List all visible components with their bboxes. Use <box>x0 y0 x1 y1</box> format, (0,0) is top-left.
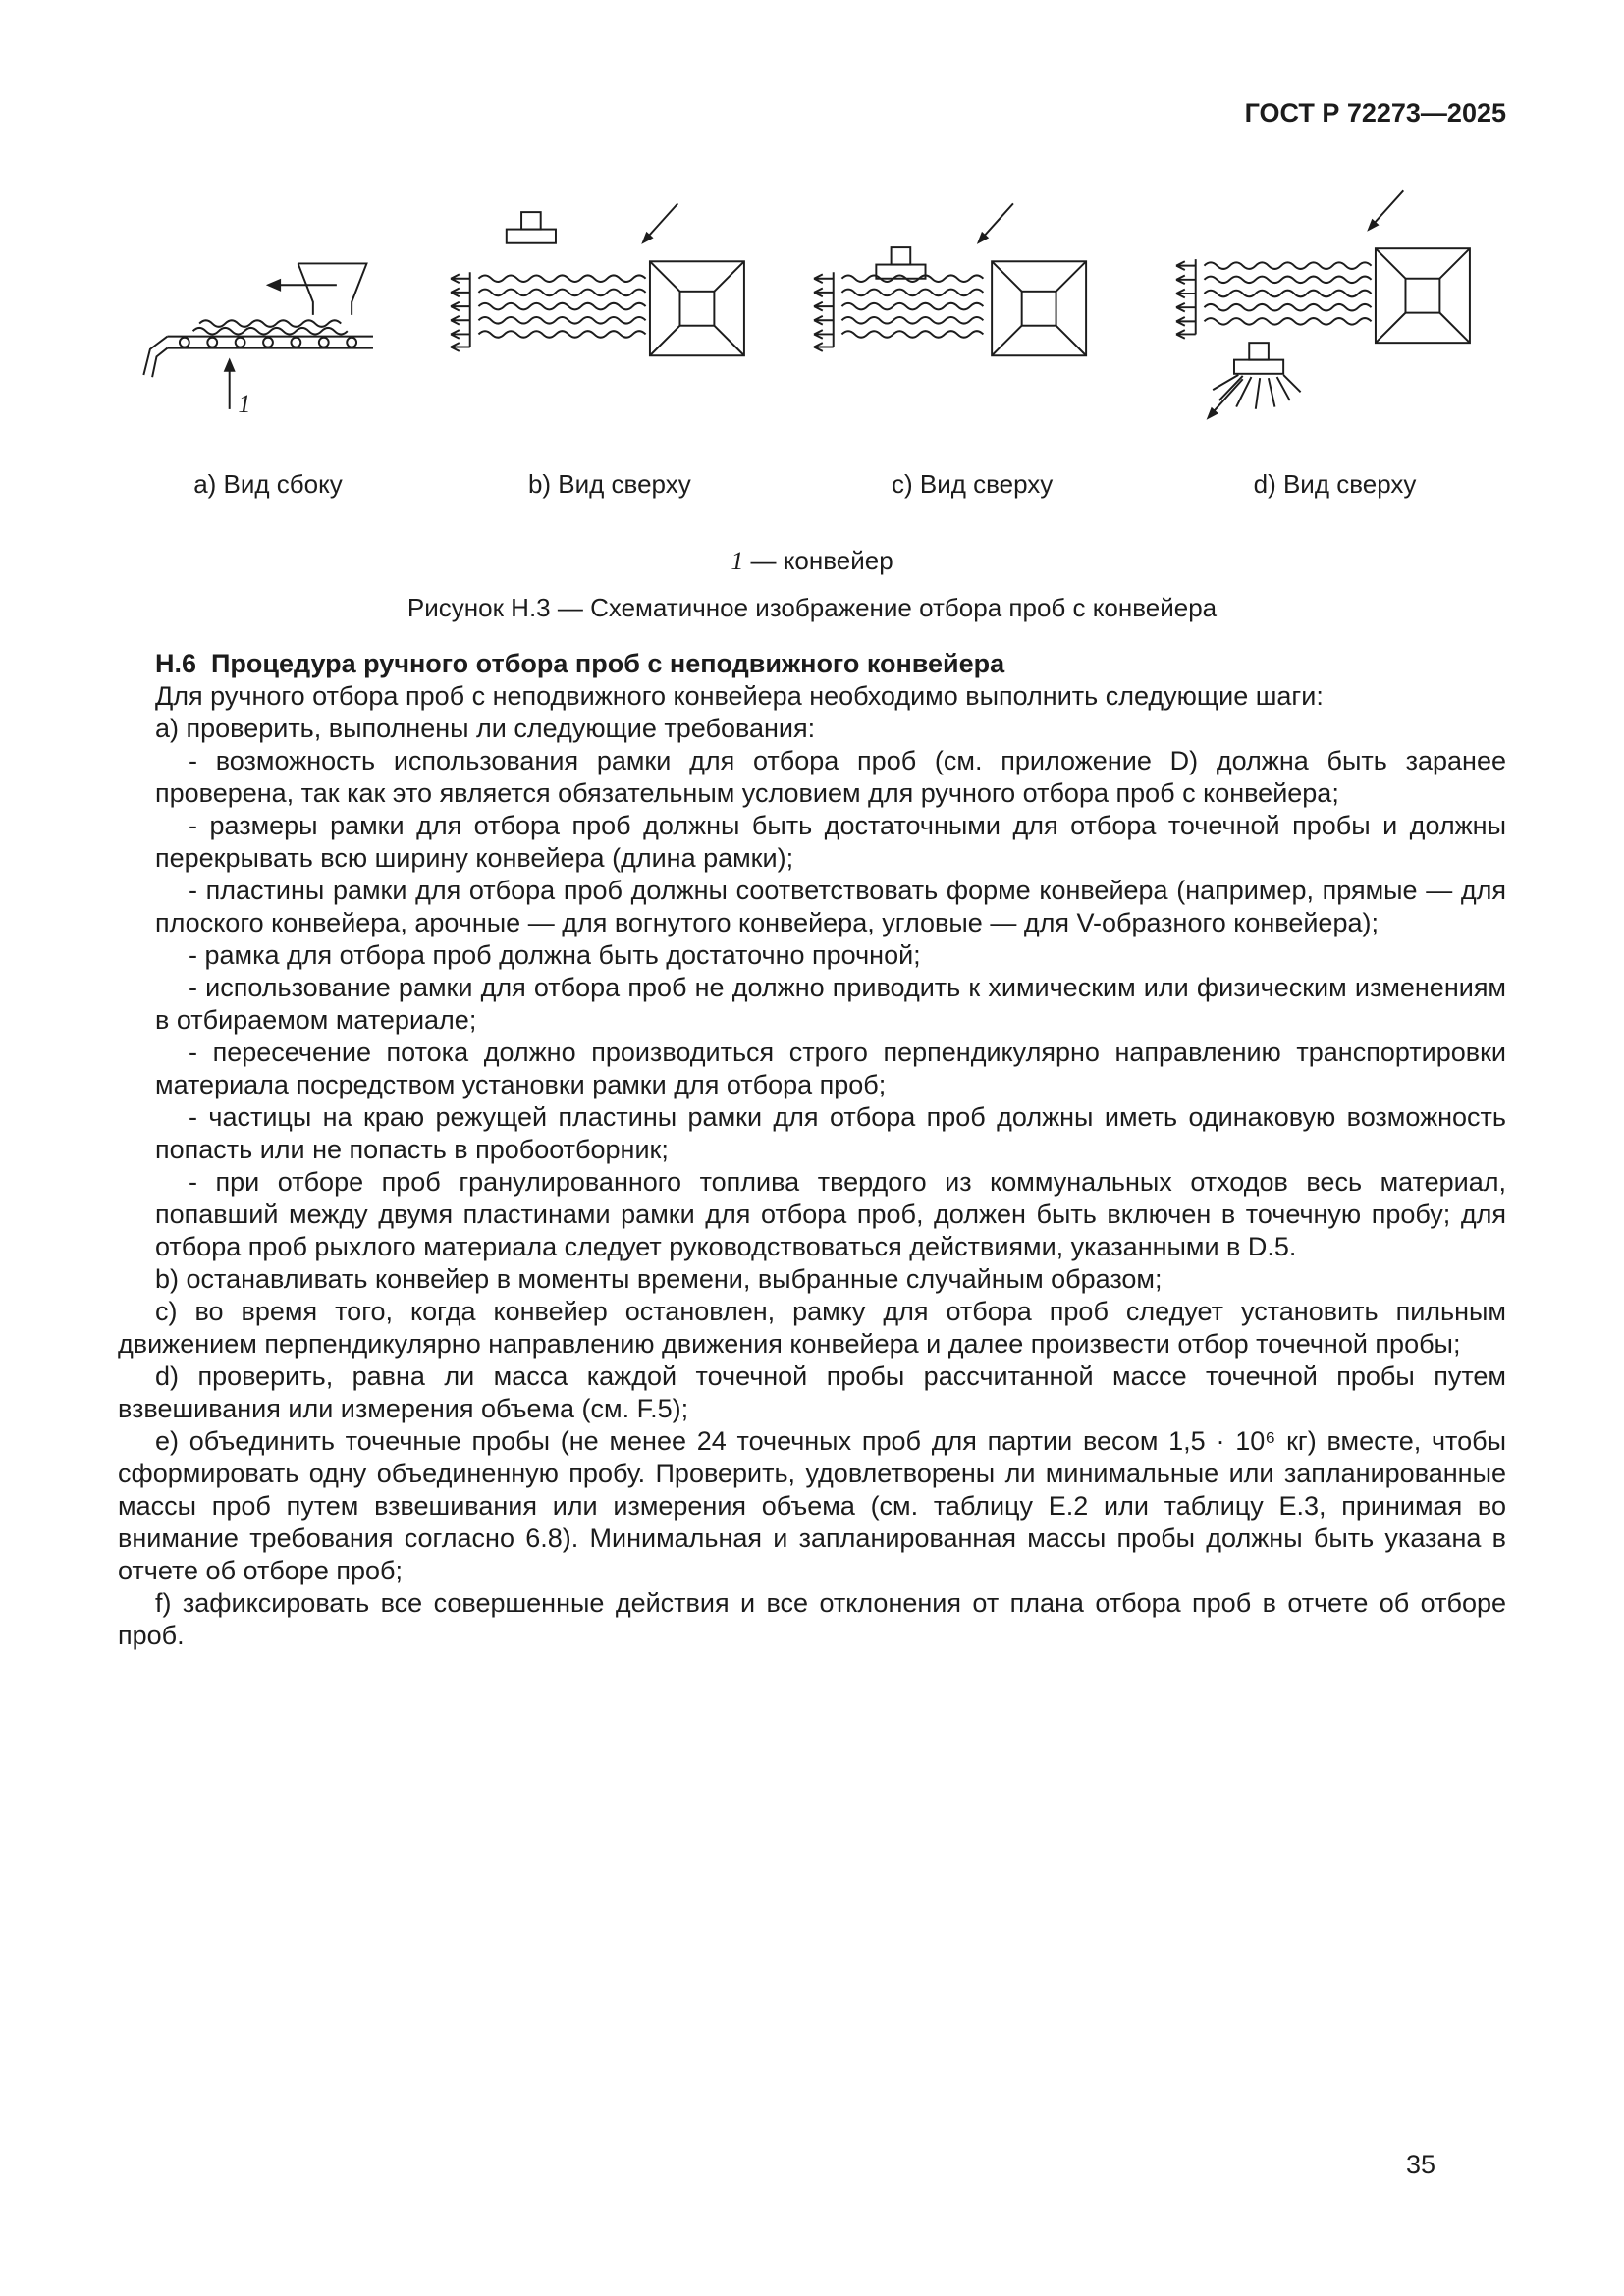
figure-view-c <box>801 165 1144 500</box>
figure-view-d-label: d) Вид сверху <box>1253 469 1417 499</box>
figure-h3-drawings <box>118 165 1506 500</box>
legend-key: 1 <box>731 547 744 575</box>
figure-view-a <box>118 165 418 500</box>
figure-view-c-label: c) Вид сверху <box>892 469 1054 499</box>
paragraph-sub-5: - использование рамки для отбора проб не должно приводить к химическим или физическим изменениям в отбираемом материале; <box>155 973 1506 1035</box>
page-number: 35 <box>1405 2150 1435 2179</box>
document-header: ГОСТ Р 72273—2025 <box>1244 98 1506 128</box>
section-h6 <box>118 648 1506 1652</box>
paragraph-sub-4: - рамка для отбора проб должна быть достаточно прочной; <box>189 940 921 970</box>
paragraph-item-a: a) проверить, выполнены ли следующие требования: <box>155 714 816 743</box>
paragraph-sub-3: - пластины рамки для отбора проб должны соответствовать форме конвейера (например, прямые — для плоского конвейера, арочные — для вогнутого конвейера, угловые — для V-образного конвейера); <box>155 876 1506 937</box>
paragraph-sub-2: - размеры рамки для отбора проб должны быть достаточными для отбора точечной пробы и должны перекрывать всю ширину конвейера (длина рамки); <box>155 811 1506 873</box>
paragraph-item-f: f) зафиксировать все совершенные действия и все отклонения от плана отбора проб в отчете об отборе проб. <box>118 1588 1506 1650</box>
paragraph-sub-6: - пересечение потока должно производиться строго перпендикулярно направлению транспортировки материала посредством установки рамки для отбора проб; <box>155 1038 1506 1099</box>
paragraph-sub-7: - частицы на краю режущей пластины рамки для отбора проб должны иметь одинаковую возможность попасть или не попасть в пробоотборник; <box>155 1102 1506 1164</box>
paragraph-item-e: e) объединить точечные пробы (не менее 24 точечных проб для партии весом 1,5 · 10⁶ кг) вместе, чтобы сформировать одну объединенную пробу. Проверить, удовлетворены ли минимальные или запланированные массы проб путем взвешивания или измерения объема (см. таблицу Е.2 или таблицу Е.3, принимая во внимание требования согласно 6.8). Минимальная и запланированная массы пробы должны быть указана в отчете об отборе проб; <box>118 1426 1506 1585</box>
paragraph-sub-8: - при отборе проб гранулированного топлива твердого из коммунальных отходов весь материал, попавший между двумя пластинами рамки для отбора проб, должен быть включен в точечную пробу; для отбора проб рыхлого материала следует руководствоваться действиями, указанными в D.5. <box>155 1167 1506 1261</box>
figure-view-d <box>1164 165 1506 500</box>
figure-view-b <box>438 165 781 500</box>
figure-view-a-label: a) Вид сбоку <box>193 469 343 499</box>
paragraph-item-c: c) во время того, когда конвейер остановлен, рамку для отбора проб следует установить пильным движением перпендикулярно направлению движения конвейера и далее произвести отбор точечной пробы; <box>118 1297 1506 1359</box>
figure-caption: Рисунок Н.3 — Схематичное изображение отбора проб с конвейера <box>406 593 1218 622</box>
paragraph-sub-1: - возможность использования рамки для отбора проб (см. приложение D) должна быть заранее проверена, так как это является обязательным условием для ручного отбора проб с конвейера; <box>155 746 1506 808</box>
legend-text: — конвейер <box>743 546 893 575</box>
section-heading: Н.6 Процедура ручного отбора проб с неподвижного конвейера <box>155 649 1005 678</box>
paragraph-item-b: b) останавливать конвейер в моменты времени, выбранные случайным образом; <box>155 1264 1163 1294</box>
paragraph-intro: Для ручного отбора проб с неподвижного конвейера необходимо выполнить следующие шаги: <box>155 681 1324 711</box>
svg-text:1: 1 <box>238 390 251 419</box>
figure-view-b-label: b) Вид сверху <box>527 469 691 499</box>
conveyor-top-view-sample-swept-drawing <box>1164 165 1506 422</box>
figure-legend <box>118 546 1506 576</box>
conveyor-side-view-drawing <box>118 165 418 422</box>
conveyor-top-view-frame-approaching-drawing <box>438 165 781 422</box>
paragraph-item-d: d) проверить, равна ли масса каждой точечной пробы рассчитанной массе точечной пробы путем взвешивания или измерения объема (см. F.5); <box>118 1362 1506 1423</box>
conveyor-top-view-frame-inserted-drawing <box>801 165 1144 422</box>
